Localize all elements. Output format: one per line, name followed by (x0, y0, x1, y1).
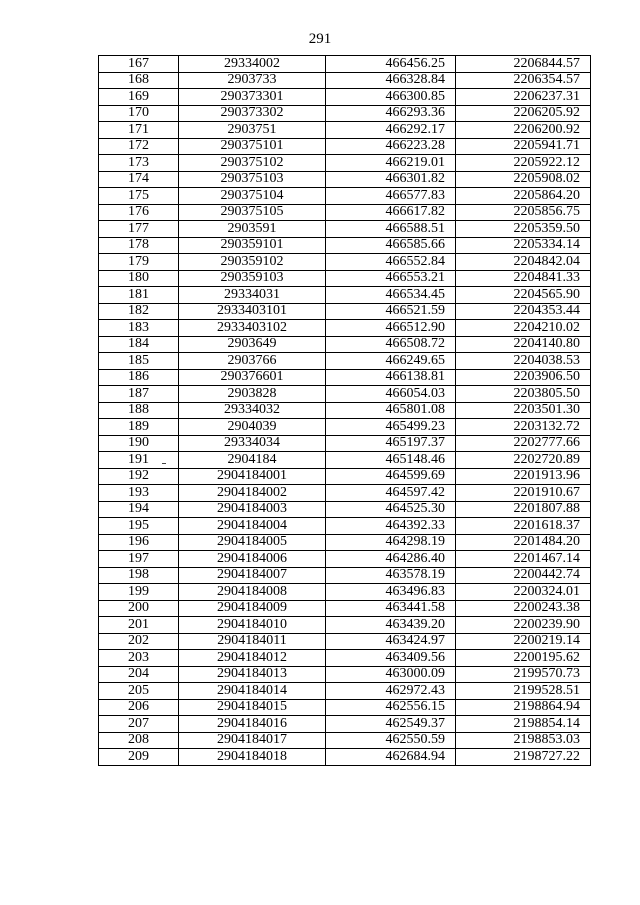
table-row (99, 567, 591, 584)
y-coordinate-cell: 2200243.38 (456, 600, 591, 617)
point-id-cell: 2904184018 (179, 749, 326, 766)
row-number-cell: 189 (99, 419, 179, 436)
x-coordinate-cell: 465148.46 (326, 452, 456, 469)
x-coordinate-cell: 466553.21 (326, 270, 456, 287)
x-coordinate-cell: 466521.59 (326, 303, 456, 320)
y-coordinate-cell: 2205908.02 (456, 171, 591, 188)
row-number-cell: 170 (99, 105, 179, 122)
table-row (99, 650, 591, 667)
x-coordinate-cell: 466577.83 (326, 188, 456, 205)
y-coordinate-cell: 2200442.74 (456, 567, 591, 584)
x-coordinate-cell: 466508.72 (326, 336, 456, 353)
row-number-cell: 167 (99, 56, 179, 73)
table-row (99, 72, 591, 89)
x-coordinate-cell: 466219.01 (326, 155, 456, 172)
point-id-cell: 2903766 (179, 353, 326, 370)
table-row (99, 716, 591, 733)
table-row (99, 534, 591, 551)
row-number-cell: 206 (99, 699, 179, 716)
table-row (99, 204, 591, 221)
y-coordinate-cell: 2201913.96 (456, 468, 591, 485)
y-coordinate-cell: 2201467.14 (456, 551, 591, 568)
y-coordinate-cell: 2202720.89 (456, 452, 591, 469)
table-row (99, 518, 591, 535)
point-id-cell: 2904184003 (179, 501, 326, 518)
y-coordinate-cell: 2199528.51 (456, 683, 591, 700)
table-row (99, 287, 591, 304)
point-id-cell: 290375102 (179, 155, 326, 172)
x-coordinate-cell: 464599.69 (326, 468, 456, 485)
row-number-cell: 195 (99, 518, 179, 535)
row-number-cell: 197 (99, 551, 179, 568)
table-row (99, 501, 591, 518)
table-row (99, 485, 591, 502)
x-coordinate-cell: 466512.90 (326, 320, 456, 337)
table-row (99, 188, 591, 205)
table-row (99, 402, 591, 419)
x-coordinate-cell: 464597.42 (326, 485, 456, 502)
point-id-cell: 29334031 (179, 287, 326, 304)
coordinate-table-wrapper (98, 55, 591, 766)
y-coordinate-cell: 2204353.44 (456, 303, 591, 320)
table-row (99, 419, 591, 436)
row-number-cell: 178 (99, 237, 179, 254)
row-number-cell: 200 (99, 600, 179, 617)
point-id-cell: 2904184001 (179, 468, 326, 485)
point-id-cell: 2904039 (179, 419, 326, 436)
point-id-cell: 290359102 (179, 254, 326, 271)
table-row (99, 303, 591, 320)
table-row (99, 435, 591, 452)
page-number: 291 (308, 31, 332, 47)
row-number-cell: 203 (99, 650, 179, 667)
table-row (99, 254, 591, 271)
point-id-cell: 2904184015 (179, 699, 326, 716)
point-id-cell: 2904184007 (179, 567, 326, 584)
y-coordinate-cell: 2204842.04 (456, 254, 591, 271)
table-row (99, 122, 591, 139)
x-coordinate-cell: 466328.84 (326, 72, 456, 89)
point-id-cell: 2904184002 (179, 485, 326, 502)
y-coordinate-cell: 2206205.92 (456, 105, 591, 122)
x-coordinate-cell: 466588.51 (326, 221, 456, 238)
x-coordinate-cell: 466456.25 (326, 56, 456, 73)
y-coordinate-cell: 2200324.01 (456, 584, 591, 601)
point-id-cell: 2904184013 (179, 666, 326, 683)
y-coordinate-cell: 2201807.88 (456, 501, 591, 518)
y-coordinate-cell: 2204210.02 (456, 320, 591, 337)
y-coordinate-cell: 2198854.14 (456, 716, 591, 733)
y-coordinate-cell: 2203501.30 (456, 402, 591, 419)
row-number-cell: 204 (99, 666, 179, 683)
y-coordinate-cell: 2201618.37 (456, 518, 591, 535)
row-number-cell: 182 (99, 303, 179, 320)
y-coordinate-cell: 2205922.12 (456, 155, 591, 172)
table-row (99, 749, 591, 766)
point-id-cell: 29334002 (179, 56, 326, 73)
row-number-cell: 181 (99, 287, 179, 304)
table-row (99, 584, 591, 601)
table-row (99, 600, 591, 617)
table-row (99, 105, 591, 122)
x-coordinate-cell: 466292.17 (326, 122, 456, 139)
y-coordinate-cell: 2206844.57 (456, 56, 591, 73)
table-row (99, 633, 591, 650)
table-row (99, 89, 591, 106)
table-row (99, 452, 591, 469)
row-number-cell: 187 (99, 386, 179, 403)
table-row (99, 353, 591, 370)
row-number-cell: 196 (99, 534, 179, 551)
point-id-cell: 2933403101 (179, 303, 326, 320)
y-coordinate-cell: 2203805.50 (456, 386, 591, 403)
table-row (99, 171, 591, 188)
point-id-cell: 2904184004 (179, 518, 326, 535)
row-number-cell: 192 (99, 468, 179, 485)
row-number-cell: 198 (99, 567, 179, 584)
point-id-cell: 2904184014 (179, 683, 326, 700)
table-row (99, 237, 591, 254)
row-number-cell: 201 (99, 617, 179, 634)
table-row (99, 386, 591, 403)
point-id-cell: 290375101 (179, 138, 326, 155)
y-coordinate-cell: 2200219.14 (456, 633, 591, 650)
x-coordinate-cell: 466301.82 (326, 171, 456, 188)
x-coordinate-cell: 463424.97 (326, 633, 456, 650)
y-coordinate-cell: 2198853.03 (456, 732, 591, 749)
point-id-cell: 2903733 (179, 72, 326, 89)
point-id-cell: 290373301 (179, 89, 326, 106)
y-coordinate-cell: 2199570.73 (456, 666, 591, 683)
y-coordinate-cell: 2206237.31 (456, 89, 591, 106)
point-id-cell: 2933403102 (179, 320, 326, 337)
row-number-cell: 176 (99, 204, 179, 221)
coordinate-table (98, 55, 591, 766)
row-number-cell: 190 (99, 435, 179, 452)
point-id-cell: 290373302 (179, 105, 326, 122)
y-coordinate-cell: 2200195.62 (456, 650, 591, 667)
x-coordinate-cell: 462556.15 (326, 699, 456, 716)
point-id-cell: 2904184 (179, 452, 326, 469)
point-id-cell: 290375103 (179, 171, 326, 188)
x-coordinate-cell: 464525.30 (326, 501, 456, 518)
x-coordinate-cell: 464392.33 (326, 518, 456, 535)
x-coordinate-cell: 466293.36 (326, 105, 456, 122)
coordinate-table-body (99, 56, 591, 766)
y-coordinate-cell: 2204140.80 (456, 336, 591, 353)
point-id-cell: 290375105 (179, 204, 326, 221)
point-id-cell: 2903649 (179, 336, 326, 353)
x-coordinate-cell: 462684.94 (326, 749, 456, 766)
y-coordinate-cell: 2205359.50 (456, 221, 591, 238)
table-row (99, 699, 591, 716)
x-coordinate-cell: 463439.20 (326, 617, 456, 634)
y-coordinate-cell: 2200239.90 (456, 617, 591, 634)
x-coordinate-cell: 466223.28 (326, 138, 456, 155)
row-number-cell: 186 (99, 369, 179, 386)
x-coordinate-cell: 464286.40 (326, 551, 456, 568)
row-number-cell: 199 (99, 584, 179, 601)
x-coordinate-cell: 466138.81 (326, 369, 456, 386)
y-coordinate-cell: 2205856.75 (456, 204, 591, 221)
point-id-cell: 2904184009 (179, 600, 326, 617)
row-number-cell: 184 (99, 336, 179, 353)
y-coordinate-cell: 2204565.90 (456, 287, 591, 304)
y-coordinate-cell: 2198864.94 (456, 699, 591, 716)
x-coordinate-cell: 466300.85 (326, 89, 456, 106)
table-row (99, 138, 591, 155)
point-id-cell: 2904184008 (179, 584, 326, 601)
x-coordinate-cell: 466585.66 (326, 237, 456, 254)
point-id-cell: 2904184017 (179, 732, 326, 749)
row-number-cell: 169 (99, 89, 179, 106)
row-number-cell: 185 (99, 353, 179, 370)
point-id-cell: 2903828 (179, 386, 326, 403)
x-coordinate-cell: 463441.58 (326, 600, 456, 617)
table-row (99, 270, 591, 287)
table-row (99, 617, 591, 634)
table-row (99, 369, 591, 386)
y-coordinate-cell: 2204038.53 (456, 353, 591, 370)
x-coordinate-cell: 465801.08 (326, 402, 456, 419)
y-coordinate-cell: 2204841.33 (456, 270, 591, 287)
point-id-cell: 29334032 (179, 402, 326, 419)
row-number-cell: 168 (99, 72, 179, 89)
x-coordinate-cell: 462972.43 (326, 683, 456, 700)
row-number-cell: 207 (99, 716, 179, 733)
table-row (99, 666, 591, 683)
point-id-cell: 2904184010 (179, 617, 326, 634)
point-id-cell: 290375104 (179, 188, 326, 205)
x-coordinate-cell: 463000.09 (326, 666, 456, 683)
y-coordinate-cell: 2203906.50 (456, 369, 591, 386)
table-row (99, 221, 591, 238)
row-number-cell: 180 (99, 270, 179, 287)
row-number-cell: 172 (99, 138, 179, 155)
table-row (99, 683, 591, 700)
table-row (99, 336, 591, 353)
row-number-cell: 174 (99, 171, 179, 188)
x-coordinate-cell: 463578.19 (326, 567, 456, 584)
y-coordinate-cell: 2202777.66 (456, 435, 591, 452)
x-coordinate-cell: 463409.56 (326, 650, 456, 667)
x-coordinate-cell: 463496.83 (326, 584, 456, 601)
row-number-cell: 209 (99, 749, 179, 766)
x-coordinate-cell: 465499.23 (326, 419, 456, 436)
table-row (99, 155, 591, 172)
row-number-cell: 191 (99, 452, 179, 469)
point-id-cell: 2904184012 (179, 650, 326, 667)
table-row (99, 468, 591, 485)
x-coordinate-cell: 466617.82 (326, 204, 456, 221)
x-coordinate-cell: 462549.37 (326, 716, 456, 733)
x-coordinate-cell: 465197.37 (326, 435, 456, 452)
table-row (99, 551, 591, 568)
y-coordinate-cell: 2205941.71 (456, 138, 591, 155)
x-coordinate-cell: 466534.45 (326, 287, 456, 304)
point-id-cell: 290376601 (179, 369, 326, 386)
x-coordinate-cell: 466249.65 (326, 353, 456, 370)
row-number-cell: 177 (99, 221, 179, 238)
x-coordinate-cell: 466054.03 (326, 386, 456, 403)
table-row (99, 320, 591, 337)
row-number-cell: 205 (99, 683, 179, 700)
row-number-cell: 193 (99, 485, 179, 502)
point-id-cell: 2904184016 (179, 716, 326, 733)
row-number-cell: 188 (99, 402, 179, 419)
row-number-cell: 194 (99, 501, 179, 518)
y-coordinate-cell: 2203132.72 (456, 419, 591, 436)
y-coordinate-cell: 2205864.20 (456, 188, 591, 205)
y-coordinate-cell: 2206354.57 (456, 72, 591, 89)
x-coordinate-cell: 462550.59 (326, 732, 456, 749)
y-coordinate-cell: 2198727.22 (456, 749, 591, 766)
point-id-cell: 290359103 (179, 270, 326, 287)
point-id-cell: 2903751 (179, 122, 326, 139)
y-coordinate-cell: 2201910.67 (456, 485, 591, 502)
row-number-cell: 208 (99, 732, 179, 749)
point-id-cell: 2904184005 (179, 534, 326, 551)
point-id-cell: 2904184006 (179, 551, 326, 568)
row-number-cell: 179 (99, 254, 179, 271)
point-id-cell: 29334034 (179, 435, 326, 452)
row-number-cell: 175 (99, 188, 179, 205)
row-number-cell: 183 (99, 320, 179, 337)
row-number-cell: 173 (99, 155, 179, 172)
y-coordinate-cell: 2201484.20 (456, 534, 591, 551)
point-id-cell: 290359101 (179, 237, 326, 254)
y-coordinate-cell: 2205334.14 (456, 237, 591, 254)
row-number-cell: 202 (99, 633, 179, 650)
point-id-cell: 2904184011 (179, 633, 326, 650)
x-coordinate-cell: 464298.19 (326, 534, 456, 551)
point-id-cell: 2903591 (179, 221, 326, 238)
row-number-cell: 171 (99, 122, 179, 139)
y-coordinate-cell: 2206200.92 (456, 122, 591, 139)
table-row (99, 56, 591, 73)
table-row (99, 732, 591, 749)
x-coordinate-cell: 466552.84 (326, 254, 456, 271)
